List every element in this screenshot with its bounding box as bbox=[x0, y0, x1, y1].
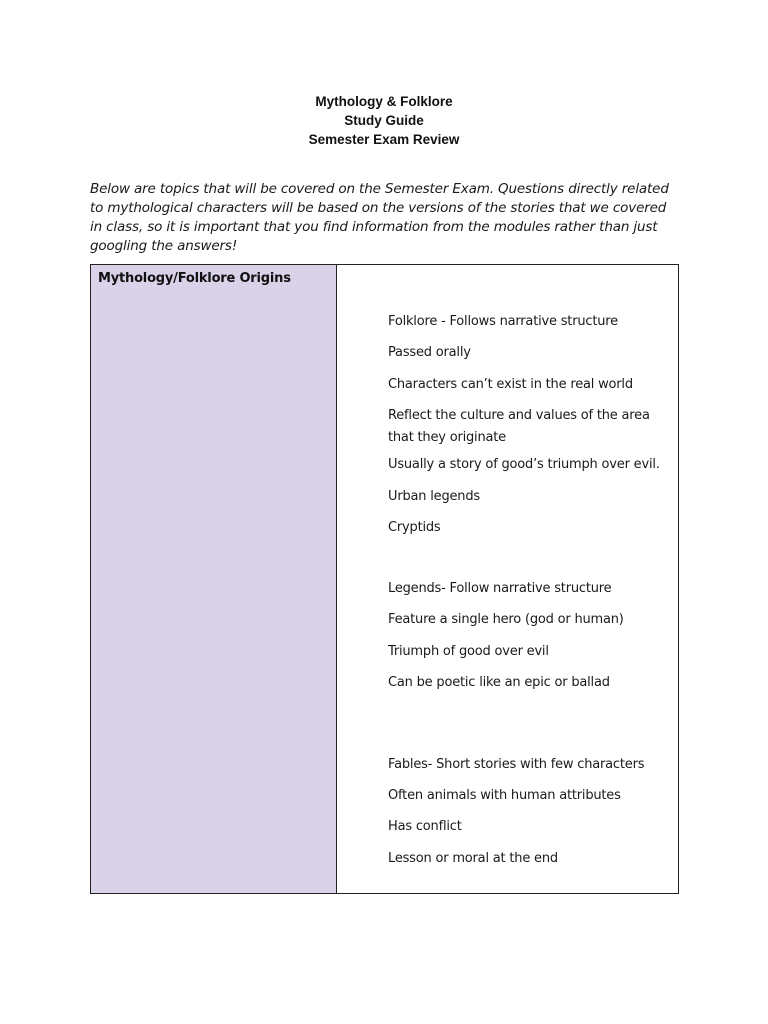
note-item: Often animals with human attributes bbox=[388, 788, 621, 803]
note-item: Usually a story of good’s triumph over evil. bbox=[388, 457, 660, 472]
note-item: Triumph of good over evil bbox=[388, 644, 549, 659]
note-item: Feature a single hero (god or human) bbox=[388, 612, 624, 627]
exam-title: Semester Exam Review bbox=[308, 132, 460, 147]
note-item: Cryptids bbox=[388, 520, 441, 535]
intro-paragraph: Below are topics that will be covered on the Semester Exam. Questions directly related to mythological characters will be based on the versions of the stories that we covered in class, so it is important that you find information from the modules rather than just googling the answers! bbox=[90, 180, 669, 255]
course-title: Mythology & Folklore bbox=[315, 94, 453, 109]
topic-label: Mythology/Folklore Origins bbox=[98, 271, 291, 286]
guide-title: Study Guide bbox=[344, 113, 424, 128]
note-item: Characters can’t exist in the real world bbox=[388, 377, 633, 392]
note-item: Lesson or moral at the end bbox=[388, 851, 558, 866]
note-item: Can be poetic like an epic or ballad bbox=[388, 675, 610, 690]
note-item: Legends- Follow narrative structure bbox=[388, 581, 612, 596]
note-item: Passed orally bbox=[388, 345, 471, 360]
document-title bbox=[0, 92, 768, 149]
note-item: Reflect the culture and values of the area that they originate bbox=[388, 408, 650, 445]
note-item: Fables- Short stories with few characters bbox=[388, 757, 645, 772]
note-item: Folklore - Follows narrative structure bbox=[388, 314, 618, 329]
notes-cell bbox=[337, 265, 678, 893]
topic-table bbox=[90, 264, 679, 894]
note-item: Urban legends bbox=[388, 489, 480, 504]
note-item: Has conflict bbox=[388, 819, 462, 834]
topic-cell bbox=[91, 265, 337, 893]
